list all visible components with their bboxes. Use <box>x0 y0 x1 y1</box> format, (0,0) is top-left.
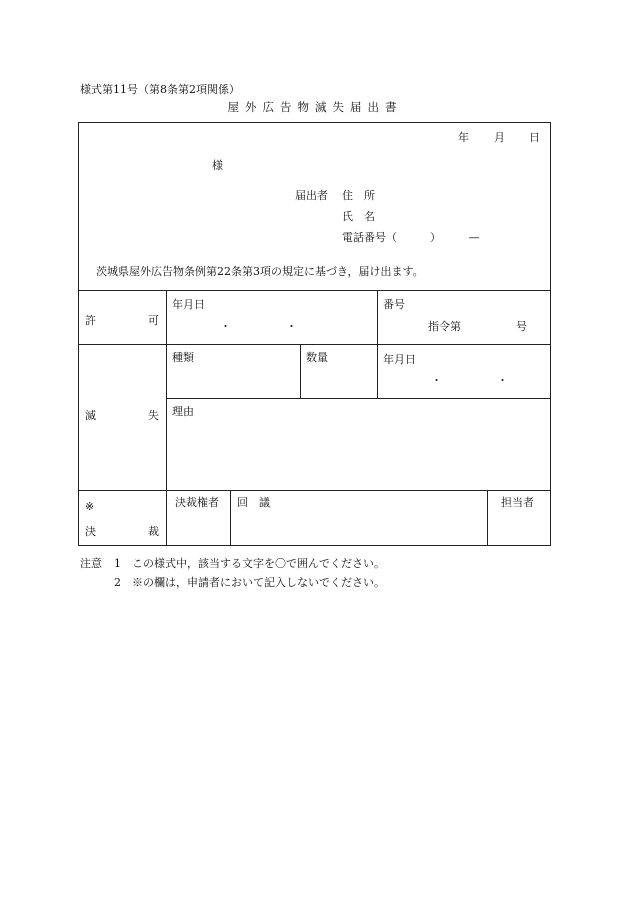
permit-date-label: 年月日 <box>172 298 205 311</box>
document-title: 屋外広告物滅失届出書 <box>227 100 403 114</box>
divider-staff <box>487 490 488 546</box>
divider-type-quantity <box>300 344 301 398</box>
note-2-number: 2 <box>114 576 121 589</box>
note-1-text: この様式中，該当する文字を〇で囲んでください。 <box>132 557 385 570</box>
decision-row-label <box>85 523 159 539</box>
divider-authority <box>230 490 231 546</box>
addressee-suffix: 様 <box>212 159 223 172</box>
date-year-label: 年 <box>458 131 469 144</box>
decision-label-left: 決 <box>85 525 96 538</box>
loss-reason-label: 理由 <box>172 405 194 418</box>
circulation-label: 回 議 <box>237 496 270 509</box>
phone-label: 電話番号（ ） — <box>342 231 480 244</box>
name-label: 氏 名 <box>342 210 375 223</box>
office-use-mark: ※ <box>85 500 95 513</box>
loss-date-dots: ・ ・ <box>431 374 508 387</box>
divider-permit-top <box>78 290 551 291</box>
decision-authority-label: 決裁権者 <box>175 496 219 509</box>
date-day-label: 日 <box>529 131 540 144</box>
form-number: 様式第11号（第8条第2項関係） <box>80 83 240 96</box>
date-month-label: 月 <box>494 131 505 144</box>
loss-label-left: 滅 <box>85 409 96 422</box>
note-1-number: 1 <box>114 557 121 570</box>
applicant-label: 届出者 <box>295 189 328 202</box>
permit-number-label: 番号 <box>383 298 405 311</box>
note-2-text: ※の欄は，申請者において記入しないでください。 <box>132 576 385 589</box>
loss-label-right: 失 <box>148 409 159 422</box>
loss-type-label: 種類 <box>172 351 194 364</box>
permit-date-dots: ・ ・ <box>220 320 297 333</box>
divider-decision-top <box>78 490 551 491</box>
permit-number-value: 指令第 号 <box>428 320 527 333</box>
address-label: 住 所 <box>342 189 375 202</box>
loss-row-label <box>85 407 159 423</box>
notes-label: 注意 <box>80 557 102 570</box>
loss-quantity-label: 数量 <box>306 351 328 364</box>
divider-permit-number <box>377 290 378 344</box>
permit-row-label <box>85 312 159 328</box>
loss-date-label: 年月日 <box>383 353 416 366</box>
form-table <box>78 122 551 546</box>
permit-label-right: 可 <box>148 314 159 327</box>
legal-statement: 茨城県屋外広告物条例第22条第3項の規定に基づき，届け出ます。 <box>96 265 424 278</box>
permit-label-left: 許 <box>85 314 96 327</box>
divider-label-column <box>166 290 167 546</box>
divider-loss-top <box>78 344 551 345</box>
divider-reason-top <box>166 398 551 399</box>
decision-label-right: 裁 <box>148 525 159 538</box>
divider-quantity-date <box>377 344 378 398</box>
staff-label: 担当者 <box>501 496 534 509</box>
